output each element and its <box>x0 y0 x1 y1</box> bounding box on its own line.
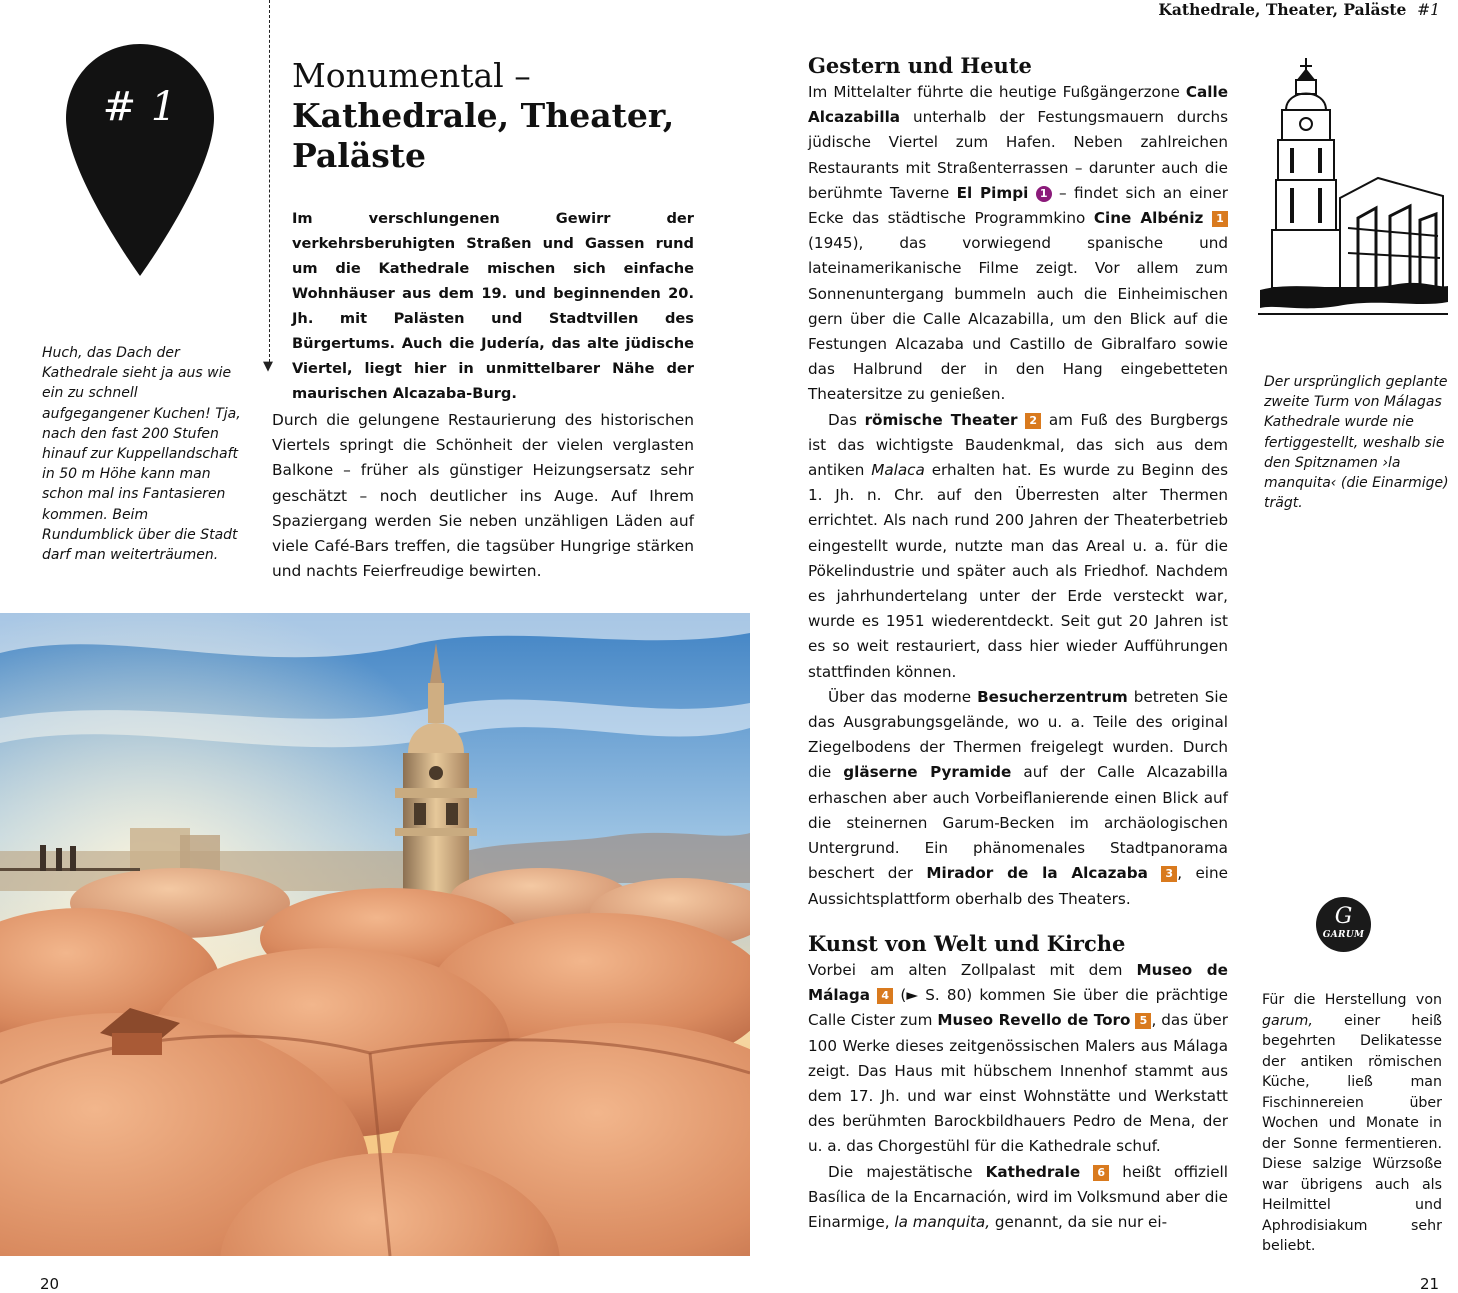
garum-badge: G GARUM <box>1316 897 1371 952</box>
map-marker-badge: 4 <box>877 988 893 1004</box>
section-heading: Gestern und Heute <box>808 53 1032 78</box>
map-marker-badge: 1 <box>1036 186 1052 202</box>
dashed-divider <box>269 0 270 362</box>
location-pin-marker <box>66 44 214 276</box>
section-kunst-von-welt-und-kirche <box>808 930 1228 1235</box>
page-number-right: 21 <box>1420 1275 1440 1293</box>
page-number-left: 20 <box>40 1275 60 1293</box>
arrow-down-icon: ▼ <box>263 359 273 374</box>
garum-sidebar-text: Für die Herstellung von garum, einer heiß begehrten Delikatesse der antiken römischen Küche, ließ man Fischinnereien über Wochen und Monate in der Sonne fermentieren. Diese salzige Würzsoße war übrigens auch als Heilmittel und Aphrodisiakum sehr beliebt. <box>1262 992 1442 1254</box>
paragraph: Die majestätische Kathedrale 6 heißt offiziell Basílica de la Encarnación, wird im Volksmund aber die Einarmige, la manquita, genannt, da sie nur ei- <box>808 1162 1228 1232</box>
sketch-caption: Der ursprünglich geplante zweite Turm von Málagas Kathedrale wurde nie fertiggestellt, weshalb sie den Spitznamen ›la manquita‹ (die Einarmige) trägt. <box>1264 374 1449 512</box>
lead-paragraph: Im verschlungenen Gewirr der verkehrsberuhigten Straßen und Gassen rund um die Kathedrale mischen sich einfache Wohnhäuser aus dem 19. und beginnenden 20. Jh. mit Palästen und Stadtvillen des Bürgertums. Auch die Judería, das alte jüdische Viertel, liegt hier in unmittelbarer Nähe der maurischen Alcazaba-Burg. <box>292 210 694 402</box>
cathedral-rooftop-photo <box>0 613 750 1256</box>
paragraph: Über das moderne Besucherzentrum betreten Sie das Ausgrabungsgelände, wo u. a. Teile des original Ziegelbodens der Thermen freigelegt wurden. Durch die gläserne Pyramide auf der Calle Alcazabilla erhaschen aber auch Vorbeiflanierende einen Blick auf die steinernen Garum-Becken im archäologischen Untergrund. Ein phänomenales Stadtpanorama beschert der Mirador de la Alcazaba 3 , eine Aussichtsplattform oberhalb des Theaters. <box>808 687 1228 908</box>
paragraph: Das römische Theater 2 am Fuß des Burgbergs ist das wichtigste Baudenkmal, das sich aus dem antiken Malaca erhalten hat. Es wurde zu Beginn des 1. Jh. n. Chr. auf den Überresten alter Thermen errichtet. Als nach rund 200 Jahren der Theaterbetrieb eingestellt wurde, nutzte man das Areal u. a. für die Pökelindustrie und später auch als Friedhof. Nachdem es jahrhundertelang unter der Erde versteckt war, wurde es 1951 wiederentdeckt. Seit gut 20 Jahren ist es so weit restauriert, dass hier wieder Aufführungen stattfinden können. <box>808 410 1229 681</box>
map-marker-badge: 3 <box>1161 866 1177 882</box>
map-marker-badge: 5 <box>1135 1013 1151 1029</box>
map-marker-badge: 6 <box>1093 1165 1109 1181</box>
map-marker-badge: 2 <box>1025 413 1041 429</box>
section-heading: Kunst von Welt und Kirche <box>808 931 1126 956</box>
paragraph: Im Mittelalter führte die heutige Fußgängerzone Calle Alcazabilla unterhalb der Festungsmauern durchs jüdische Viertel zum Hafen. Neben zahlreichen Restaurants mit Straßenterrassen – darunter auch die berühmte Taverne El Pimpi 1 – findet sich an einer Ecke das städtische Programmkino Cine Albéniz 1 (1945), das vorwiegend spanische und lateinamerikanische Filme zeigt. Vor allem zum Sonnenuntergang bummeln auch die Einheimischen gern über die Calle Alcazabilla, um den Blick auf die Festungen Alcazaba und Castillo de Gibralfaro sowie das Halbrund der in den Hang eingebetteten Theatersitze zu genießen. <box>808 83 1229 404</box>
intro-paragraph: Durch die gelungene Restaurierung des historischen Viertels springt die Schönheit der vielen verglasten Balkone – früher als günstiger Heizungsersatz sehr geschätzt – noch deutlicher ins Auge. Auf Ihrem Spaziergang werden Sie neben unzähligen Läden auf viele Café-Bars treffen, die tagsüber Hungrige stärken und nachts Feierfreudige bewirten. <box>272 411 694 581</box>
paragraph: Vorbei am alten Zollpalast mit dem Museo de Málaga 4 (► S. 80) kommen Sie über die prächtige Calle Cister zum Museo Revello de Toro 5 , das über 100 Werke dieses zeitgenössischen Malers aus Málaga zeigt. Das Haus mit hübschem Innenhof stammt aus dem 17. Jh. und war einst Wohnstätte und Werkstatt des berühmten Barockbildhauers Pedro de Mena, der u. a. das Chorgestühl für die Kathedrale schuf. <box>808 961 1229 1156</box>
photo-caption: Huch, das Dach der Kathedrale sieht ja aus wie ein zu schnell aufgegangener Kuchen! Tja, nach den fast 200 Stufen hinauf zur Kuppellandschaft in 50 m Höhe kann man schon mal ins Fantasieren kommen. Beim Rundumblick über die Stadt darf man weiterträumen. <box>42 345 241 564</box>
marker-number: # 1 <box>102 84 178 130</box>
map-marker-badge: 1 <box>1212 211 1228 227</box>
page-title: Monumental – Kathedrale, Theater, Paläste <box>292 56 675 175</box>
cathedral-sketch-illustration <box>1258 58 1448 320</box>
running-head: Kathedrale, Theater, Paläste #1 <box>1158 0 1440 19</box>
section-gestern-und-heute <box>808 52 1228 912</box>
